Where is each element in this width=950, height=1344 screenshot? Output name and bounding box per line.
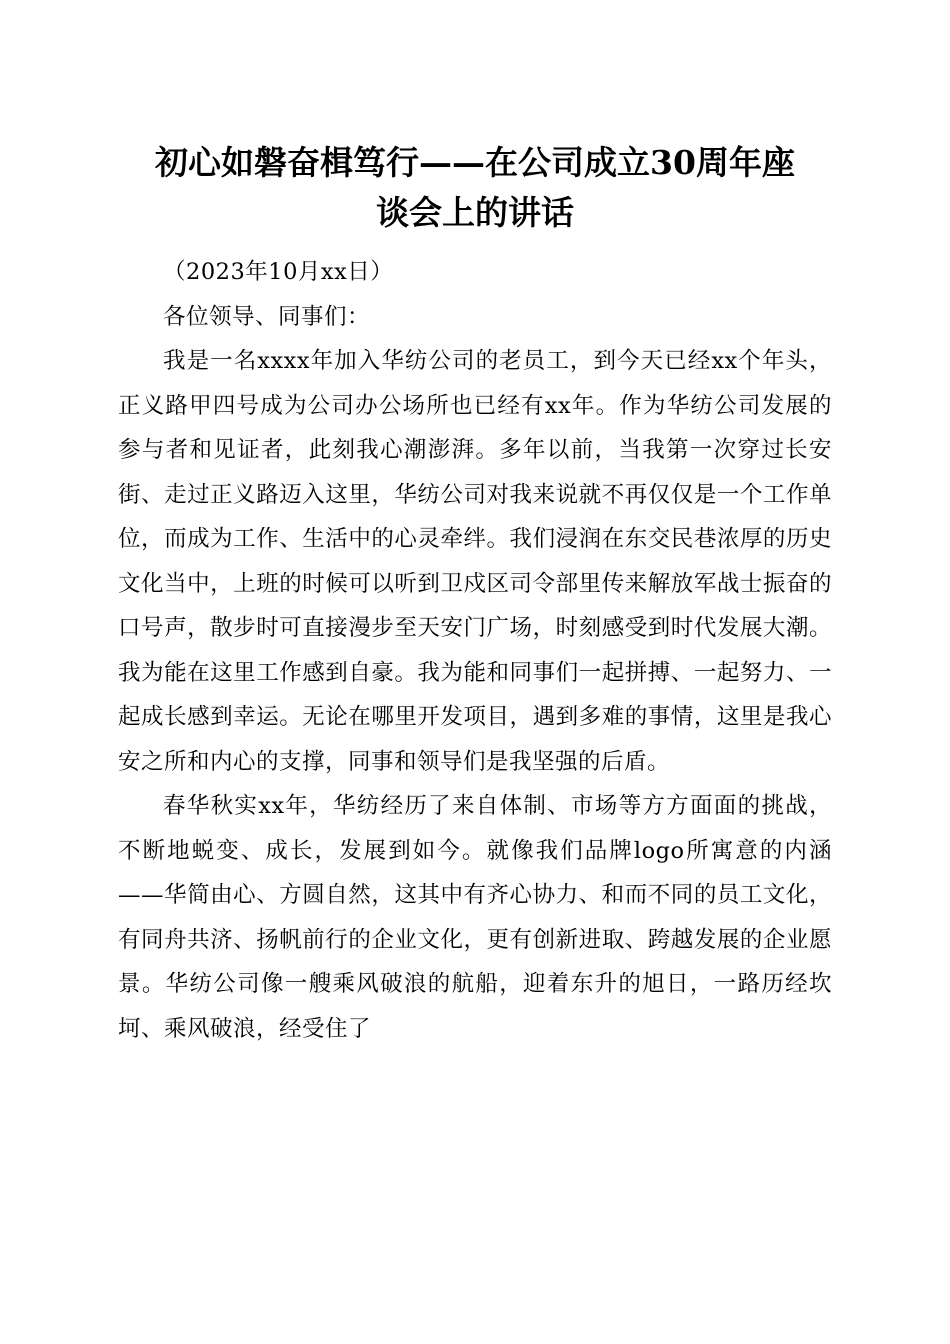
document-title [100, 138, 850, 238]
paragraph: 春华秋实xx年，华纺经历了来自体制、市场等方方面面的挑战，不断地蜕变、成长，发展到如今。就像我们品牌logo所寓意的内涵——华简由心、方圆自然，这其中有齐心协力、和而不同的员工文化，有同舟共济、扬帆前行的企业文化，更有创新进取、跨越发展的企业愿景。华纺公司像一艘乘风破浪的航船，迎着东升的旭日，一路历经坎坷、乘风破浪，经受住了 [118, 793, 832, 1042]
title-line-1: 初心如磐奋楫笃行——在公司成立30周年座 [155, 143, 795, 182]
title-line-2: 谈会上的讲话 [376, 193, 574, 232]
date-line: （2023年10月xx日） [163, 259, 394, 285]
document-body [118, 250, 832, 1051]
salutation: 各位领导、同事们： [163, 303, 371, 330]
paragraph: 我是一名xxxx年加入华纺公司的老员工，到今天已经xx个年头，正义路甲四号成为公司办公场所也已经有xx年。作为华纺公司发展的参与者和见证者，此刻我心潮澎湃。多年以前，当我第一次穿过长安街、走过正义路迈入这里，华纺公司对我来说就不再仅仅是一个工作单位，而成为工作、生活中的心灵牵绊。我们浸润在东交民巷浓厚的历史文化当中，上班的时候可以听到卫戍区司令部里传来解放军战士振奋的口号声，散步时可直接漫步至天安门广场，时刻感受到时代发展大潮。我为能在这里工作感到自豪。我为能和同事们一起拼搏、一起努力、一起成长感到幸运。无论在哪里开发项目，遇到多难的事情，这里是我心安之所和内心的支撑，同事和领导们是我坚强的后盾。 [118, 348, 832, 775]
